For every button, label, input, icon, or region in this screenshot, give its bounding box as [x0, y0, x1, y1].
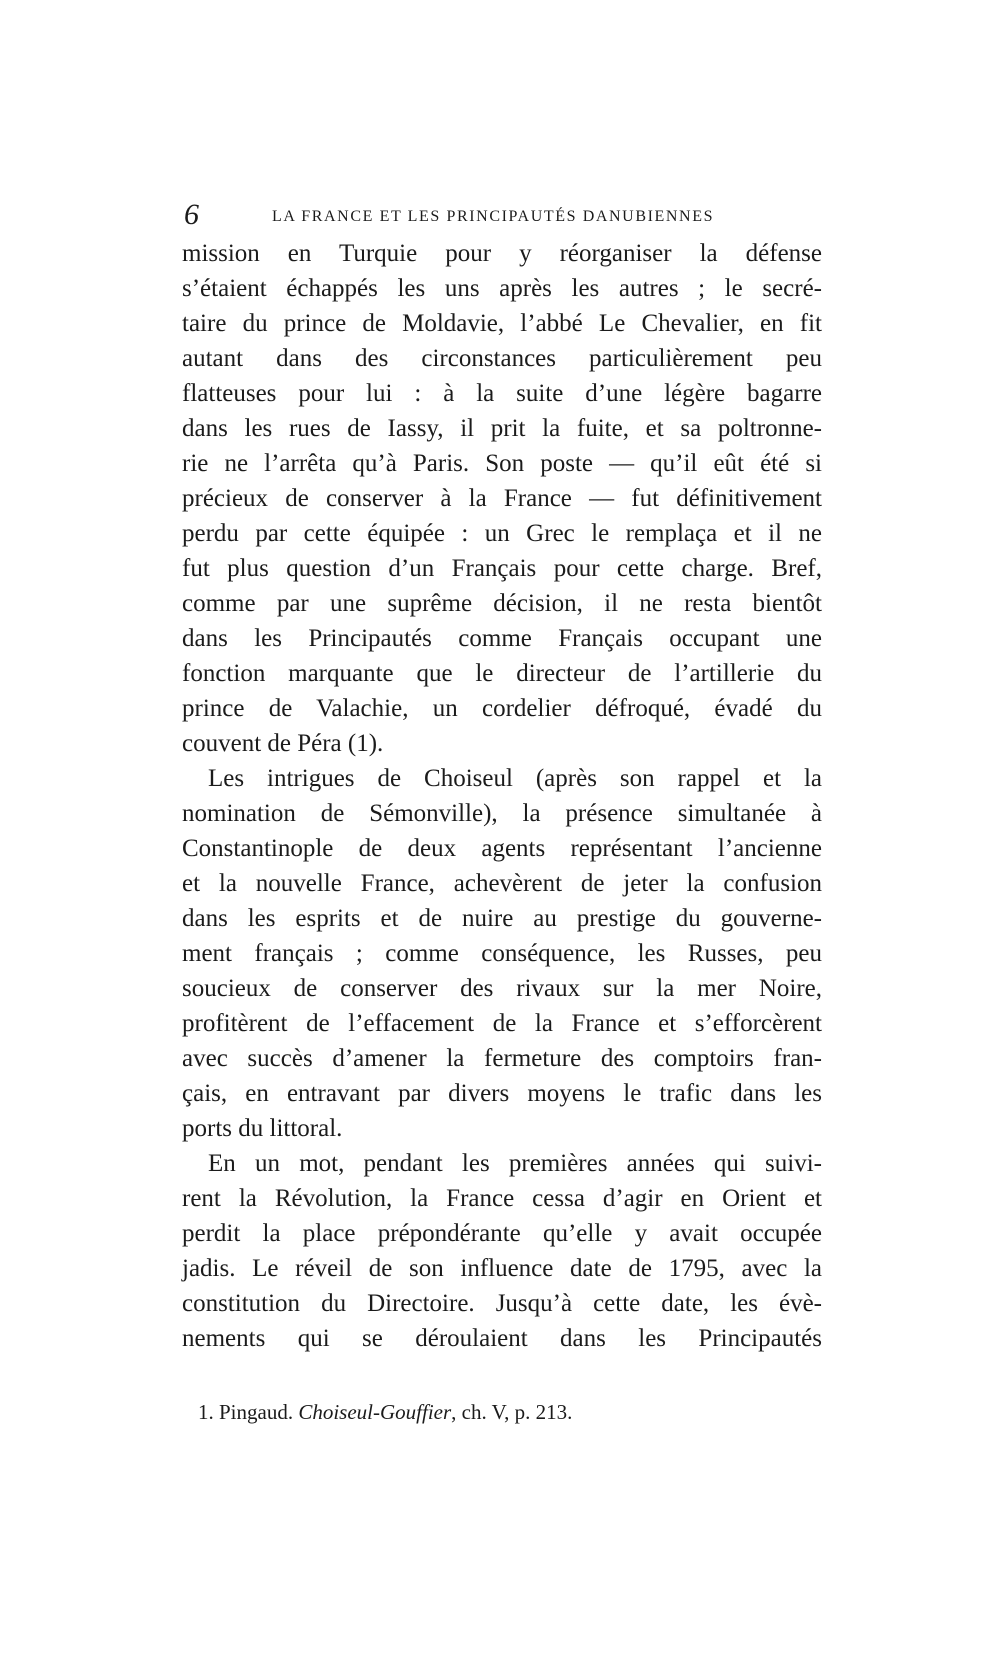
text-line: mission en Turquie pour y réorganiser la défense — [182, 240, 822, 267]
body-text — [182, 236, 822, 1356]
footnote-author: Pingaud. — [219, 1400, 294, 1424]
text-line: dans les Principautés comme Français occupant une — [182, 625, 822, 652]
text-line: fut plus question d’un Français pour cette charge. Bref, — [182, 555, 822, 582]
text-line: Constantinople de deux agents représentant l’ancienne — [182, 835, 822, 862]
text-line: fonction marquante que le directeur de l’artillerie du — [182, 660, 822, 687]
text-line: çais, en entravant par divers moyens le trafic dans les — [182, 1080, 822, 1107]
text-line: couvent de Péra (1). — [182, 730, 384, 757]
running-head — [180, 198, 820, 232]
running-title: LA FRANCE ET LES PRINCIPAUTÉS DANUBIENNES — [272, 208, 715, 225]
text-line: flatteuses pour lui : à la suite d’une légère bagarre — [182, 380, 822, 407]
text-line: prince de Valachie, un cordelier défroqué, évadé du — [182, 695, 822, 722]
text-line: avec succès d’amener la fermeture des comptoirs fran- — [182, 1045, 822, 1072]
page-number: 6 — [184, 198, 199, 231]
text-line: profitèrent de l’effacement de la France et s’efforcèrent — [182, 1010, 822, 1037]
text-line: ports du littoral. — [182, 1115, 343, 1142]
text-line: perdit la place prépondérante qu’elle y avait occupée — [182, 1220, 822, 1247]
text-line: et la nouvelle France, achevèrent de jeter la confusion — [182, 870, 822, 897]
text-line: perdu par cette équipée : un Grec le remplaça et il ne — [182, 520, 822, 547]
text-line: rent la Révolution, la France cessa d’agir en Orient et — [182, 1185, 822, 1212]
text-line: précieux de conserver à la France — fut définitivement — [182, 485, 822, 512]
text-line: dans les esprits et de nuire au prestige du gouverne- — [182, 905, 822, 932]
footnote-marker: 1. — [198, 1400, 214, 1424]
text-line: Les intrigues de Choiseul (après son rappel et la — [208, 765, 822, 792]
text-line: dans les rues de Iassy, il prit la fuite, et sa poltronne- — [182, 415, 822, 442]
footnote-reference: , ch. V, p. 213. — [451, 1400, 573, 1424]
text-line: ment français ; comme conséquence, les Russes, peu — [182, 940, 822, 967]
text-line: En un mot, pendant les premières années qui suivi- — [208, 1150, 822, 1177]
text-line: rie ne l’arrêta qu’à Paris. Son poste — qu’il eût été si — [182, 450, 822, 477]
text-line: comme par une suprême décision, il ne resta bientôt — [182, 590, 822, 617]
text-line: constitution du Directoire. Jusqu’à cette date, les évè- — [182, 1290, 822, 1317]
footnote — [198, 1398, 572, 1426]
text-line: nements qui se déroulaient dans les Principautés — [182, 1325, 822, 1352]
text-line: nomination de Sémonville), la présence simultanée à — [182, 800, 822, 827]
text-line: taire du prince de Moldavie, l’abbé Le Chevalier, en fit — [182, 310, 822, 337]
text-line: jadis. Le réveil de son influence date de 1795, avec la — [182, 1255, 822, 1282]
text-line: soucieux de conserver des rivaux sur la mer Noire, — [182, 975, 822, 1002]
footnote-work-title: Choiseul-Gouffier — [298, 1400, 452, 1424]
text-line: s’étaient échappés les uns après les autres ; le secré- — [182, 275, 822, 302]
text-line: autant dans des circonstances particulièrement peu — [182, 345, 822, 372]
